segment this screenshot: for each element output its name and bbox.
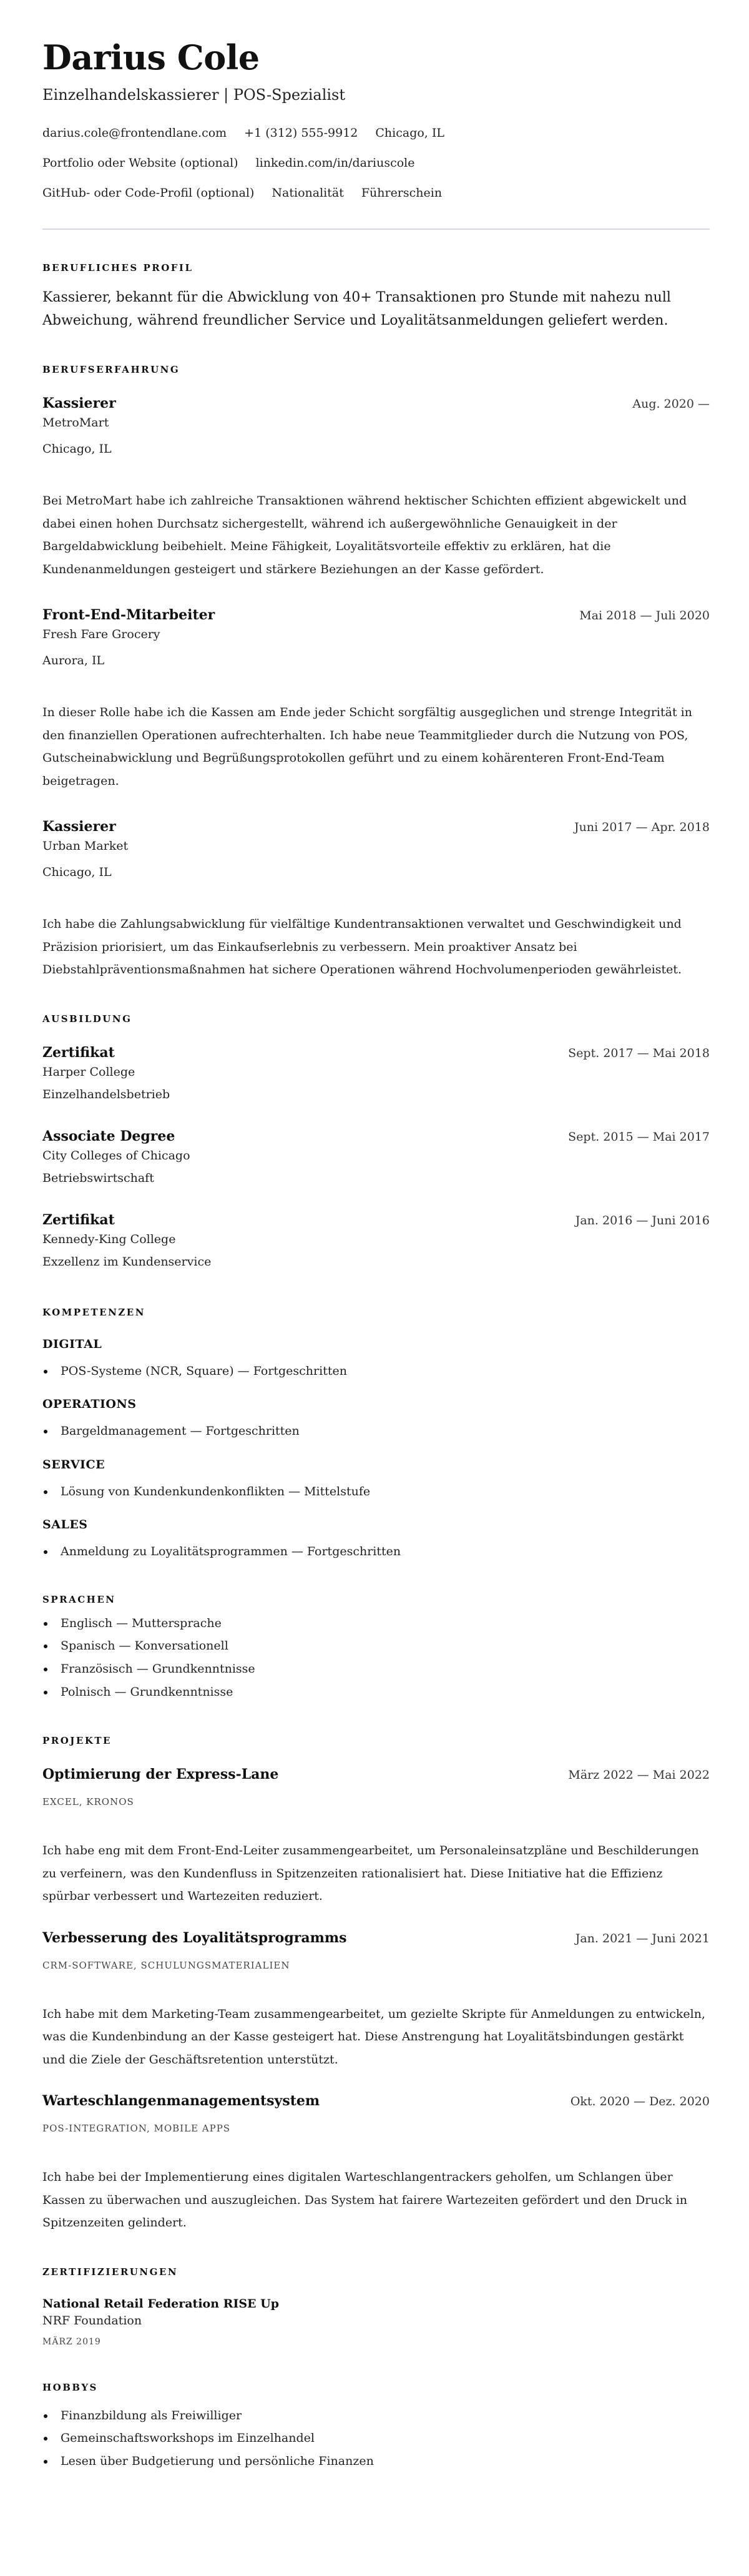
certification-issuer: NRF Foundation (42, 2313, 142, 2328)
skill-item: Anmeldung zu Loyalitätsprogrammen — Fortgeschritten (42, 1540, 710, 1563)
project-entry (42, 1765, 710, 1908)
profile-summary: Kassierer, bekannt für die Abwicklung von 40+ Transaktionen pro Stunde mit nahezu null Abweichung, während freundlicher Service und Loyalitätsanmeldungen geliefert werden. (42, 290, 671, 328)
phone: +1 (312) 555-9912 (244, 126, 358, 140)
header-divider (42, 229, 710, 230)
github-link[interactable]: GitHub- oder Code-Profil (optional) (42, 186, 255, 200)
section-heading: KOMPETENZEN (42, 1306, 145, 1318)
hobby-item: Gemeinschaftsworkshops im Einzelhandel (42, 2427, 710, 2450)
education-dates: Jan. 2016 — Juni 2016 (575, 1213, 710, 1227)
section-heading: PROJEKTE (42, 1735, 112, 1747)
hobbies-section (42, 2381, 710, 2473)
skill-list (42, 1420, 710, 1443)
education-entry (42, 1127, 710, 1187)
education-dates: Sept. 2017 — Mai 2018 (568, 1046, 710, 1060)
project-tags: EXCEL, KRONOS (42, 1796, 134, 1808)
contact-row (42, 178, 710, 208)
hobby-list (42, 2404, 710, 2473)
job-description: Bei MetroMart habe ich zahlreiche Transaktionen während hektischer Schichten effizient abgewickelt und dabei einen hohen Durchsatz sichergestellt, während ich außergewöhnliche Genauigkeit in der Bargeldabwicklung beibehielt. Meine Fähigkeit, Loyalitätsvorteile effektiv zu erklären, hat die Kundenanmeldungen gesteigert und stärkere Beziehungen an der Kasse gefördert. (42, 494, 687, 576)
school: Harper College (42, 1064, 135, 1079)
profile-section (42, 262, 710, 332)
project-tags: POS-INTEGRATION, MOBILE APPS (42, 2123, 231, 2135)
project-tags: CRM-SOFTWARE, SCHULUNGSMATERIALIEN (42, 1959, 290, 1971)
job-description: In dieser Rolle habe ich die Kassen am Ende jeder Schicht sorgfältig ausgeglichen und strenge Integrität in den finanziellen Operationen aufrechterhalten. Ich habe neue Teammitglieder durch die Nutzung von POS, Gutscheinabwicklung und Begrüßungsprotokollen geführt und zu einem kohärenteren Front-End-Team beigetragen. (42, 705, 692, 788)
linkedin-link[interactable]: linkedin.com/in/dariuscole (255, 156, 415, 170)
job-location: Chicago, IL (42, 865, 112, 879)
skill-list (42, 1540, 710, 1563)
hobby-item: Lesen über Budgetierung und persönliche Finanzen (42, 2450, 710, 2473)
contact-row (42, 118, 710, 148)
job-dates: Juni 2017 — Apr. 2018 (574, 820, 710, 834)
project-title: Optimierung der Express-Lane (42, 1766, 279, 1783)
job-location: Aurora, IL (42, 654, 105, 667)
job-entry (42, 606, 710, 792)
languages-section (42, 1593, 710, 1703)
job-company: MetroMart (42, 416, 109, 430)
language-item: Polnisch — Grundkenntnisse (42, 1681, 710, 1704)
section-heading: AUSBILDUNG (42, 1013, 132, 1025)
job-dates: Aug. 2020 — (632, 397, 710, 411)
project-title: Verbesserung des Loyalitätsprogramms (42, 1929, 347, 1946)
skills-section (42, 1306, 710, 1563)
job-title: Front-End-Mitarbeiter (42, 607, 215, 623)
skill-list (42, 1360, 710, 1383)
skill-list (42, 1480, 710, 1503)
section-heading: HOBBYS (42, 2381, 98, 2393)
education-section (42, 1013, 710, 1271)
project-title: Warteschlangenmanagementsystem (42, 2093, 320, 2110)
project-dates: März 2022 — Mai 2022 (568, 1768, 710, 1782)
job-title: Kassierer (42, 819, 116, 835)
certification-title: National Retail Federation RISE Up (42, 2296, 279, 2311)
contact-info (42, 118, 710, 208)
project-entry (42, 2092, 710, 2234)
skill-item: Bargeldmanagement — Fortgeschritten (42, 1420, 710, 1443)
experience-section (42, 363, 710, 981)
contact-row (42, 148, 710, 178)
projects-section (42, 1734, 710, 2234)
education-entry (42, 1043, 710, 1104)
nationality: Nationalität (272, 186, 344, 200)
school: Kennedy-King College (42, 1232, 176, 1246)
skill-category: DIGITAL (42, 1337, 102, 1351)
certification-date: MÄRZ 2019 (42, 2336, 101, 2347)
job-company: Fresh Fare Grocery (42, 627, 160, 641)
degree: Zertifikat (42, 1044, 115, 1061)
school: City Colleges of Chicago (42, 1148, 190, 1163)
education-dates: Sept. 2015 — Mai 2017 (568, 1129, 710, 1144)
job-entry (42, 817, 710, 981)
field-of-study: Exzellenz im Kundenservice (42, 1254, 212, 1269)
skill-category: OPERATIONS (42, 1397, 137, 1412)
section-heading: BERUFSERFAHRUNG (42, 364, 180, 375)
email-link[interactable]: darius.cole@frontendlane.com (42, 126, 227, 140)
degree: Zertifikat (42, 1211, 115, 1228)
section-heading: SPRACHEN (42, 1593, 116, 1605)
job-entry (42, 394, 710, 581)
section-heading: BERUFLICHES PROFIL (42, 262, 193, 273)
field-of-study: Einzelhandelsbetrieb (42, 1087, 170, 1101)
job-dates: Mai 2018 — Juli 2020 (579, 609, 710, 622)
field-of-study: Betriebswirtschaft (42, 1171, 154, 1185)
portfolio-link[interactable]: Portfolio oder Website (optional) (42, 156, 238, 170)
skill-item: POS-Systeme (NCR, Square) — Fortgeschritten (42, 1360, 710, 1383)
skill-category: SERVICE (42, 1457, 105, 1472)
drivers-license: Führerschein (361, 186, 443, 200)
project-description: Ich habe mit dem Marketing-Team zusammengearbeitet, um gezielte Skripte für Anmeldungen zu entwickeln, was die Kundenbindung an der Kasse gesteigert hat. Diese Anstrengung hat Loyalitätsbindungen gestärkt und die Ziele der Geschäftsretention unterstützt. (42, 2007, 705, 2067)
language-item: Englisch — Muttersprache (42, 1612, 710, 1635)
skill-category: SALES (42, 1518, 88, 1532)
candidate-title: Einzelhandelskassierer | POS-Spezialist (42, 86, 346, 104)
degree: Associate Degree (42, 1128, 175, 1144)
candidate-name: Darius Cole (42, 37, 260, 77)
resume-header (42, 37, 710, 208)
certifications-section (42, 2266, 710, 2348)
hobby-item: Finanzbildung als Freiwilliger (42, 2404, 710, 2427)
education-entry (42, 1211, 710, 1271)
job-description: Ich habe die Zahlungsabwicklung für vielfältige Kundentransaktionen verwaltet und Geschwindigkeit und Präzision priorisiert, um das Einkaufserlebnis zu verbessern. Mein proaktiver Ansatz bei Diebstahlpräventionsmaßnahmen hat sichere Operationen während Hochvolumenperioden gewährleistet. (42, 917, 682, 976)
job-company: Urban Market (42, 839, 129, 853)
project-description: Ich habe eng mit dem Front-End-Leiter zusammengearbeitet, um Personaleinsatzpläne und Beschilderungen zu verfeinern, was den Kundenfluss in Spitzenzeiten rationalisiert hat. Diese Initiative hat die Effizienz spürbar verbessert und Wartezeiten reduziert. (42, 1844, 699, 1904)
project-dates: Jan. 2021 — Juni 2021 (575, 1931, 710, 1945)
language-item: Französisch — Grundkenntnisse (42, 1658, 710, 1681)
job-location: Chicago, IL (42, 442, 112, 456)
language-item: Spanisch — Konversationell (42, 1635, 710, 1658)
project-dates: Okt. 2020 — Dez. 2020 (570, 2095, 710, 2109)
location: Chicago, IL (375, 126, 445, 140)
project-description: Ich habe bei der Implementierung eines digitalen Warteschlangentrackers geholfen, um Schlangen über Kassen zu überwachen und auszugleichen. Das System hat fairere Wartezeiten gefördert und den Druck in Spitzenzeiten gelindert. (42, 2170, 688, 2230)
job-title: Kassierer (42, 395, 116, 411)
certification-entry (42, 2296, 710, 2348)
skill-item: Lösung von Kundenkundenkonflikten — Mittelstufe (42, 1480, 710, 1503)
section-heading: ZERTIFIZIERUNGEN (42, 2266, 179, 2278)
project-entry (42, 1929, 710, 2072)
language-list (42, 1612, 710, 1703)
